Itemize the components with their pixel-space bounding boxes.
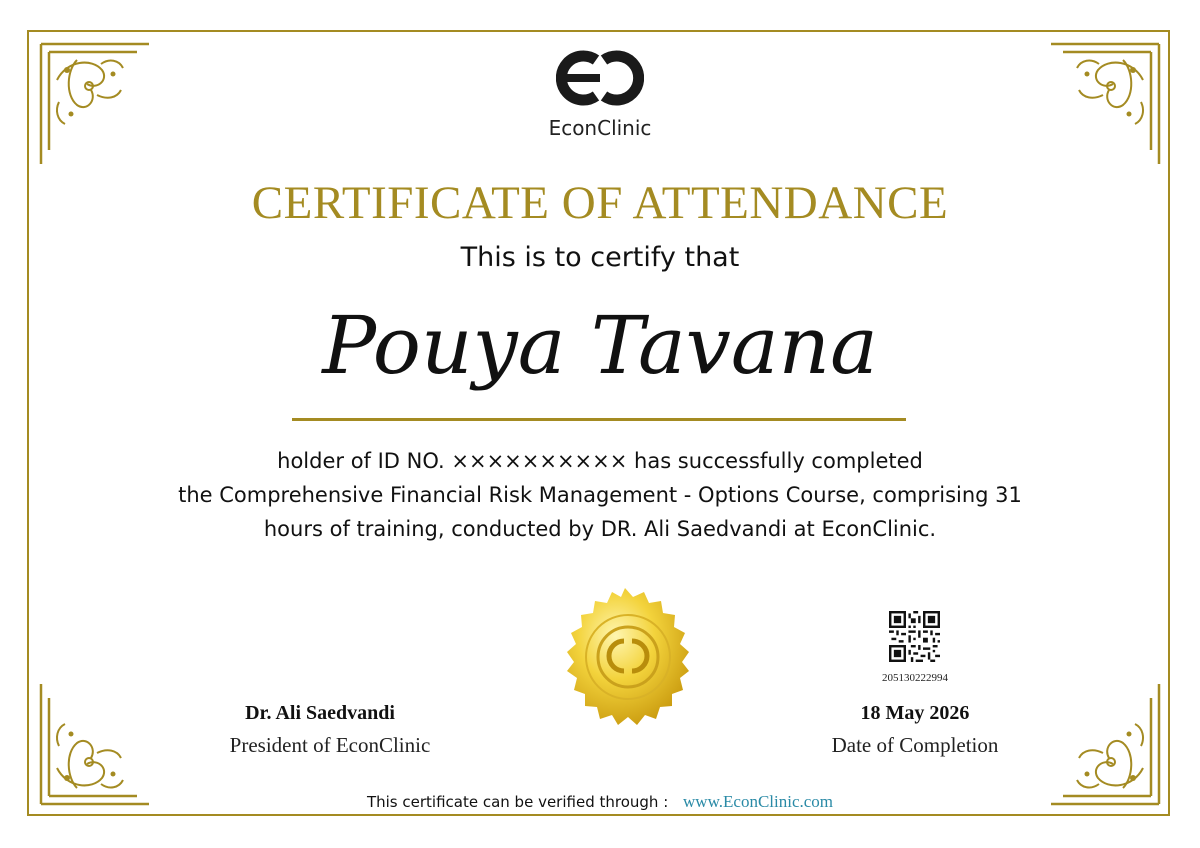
certificate-title: CERTIFICATE OF ATTENDANCE [251,177,949,229]
qr-code-number: 205130222994 [882,672,948,684]
corner-ornament-icon [37,40,157,170]
brand-name: EconClinic [548,116,652,140]
certificate-body [120,444,1080,546]
ec-logo-icon [556,46,644,110]
verification-footer [0,792,1200,812]
recipient-name: Pouya Tavana [322,299,878,392]
body-line: hours of training, conducted by DR. Ali Saedvandi at EconClinic. [263,517,937,541]
completion-date-label: Date of Completion [831,733,999,757]
body-line: the Comprehensive Financial Risk Management - Options Course, comprising 31 [178,483,1022,507]
verification-text: This certificate can be verified through : [366,793,669,811]
signatory-title: President of EconClinic [229,733,431,757]
qr-code-icon[interactable] [889,611,940,662]
corner-ornament-icon [1043,40,1163,170]
corner-ornament-icon [1043,678,1163,808]
certificate-subtitle: This is to certify that [460,242,740,273]
gold-seal-icon [550,585,700,735]
verification-link[interactable]: www.EconClinic.com [683,792,834,811]
body-line: holder of ID NO. ×××××××××× has successfully completed [277,449,923,473]
signatory-name: Dr. Ali Saedvandi [245,702,395,724]
name-underline [292,418,906,421]
corner-ornament-icon [37,678,157,808]
completion-date: 18 May 2026 [860,702,970,724]
